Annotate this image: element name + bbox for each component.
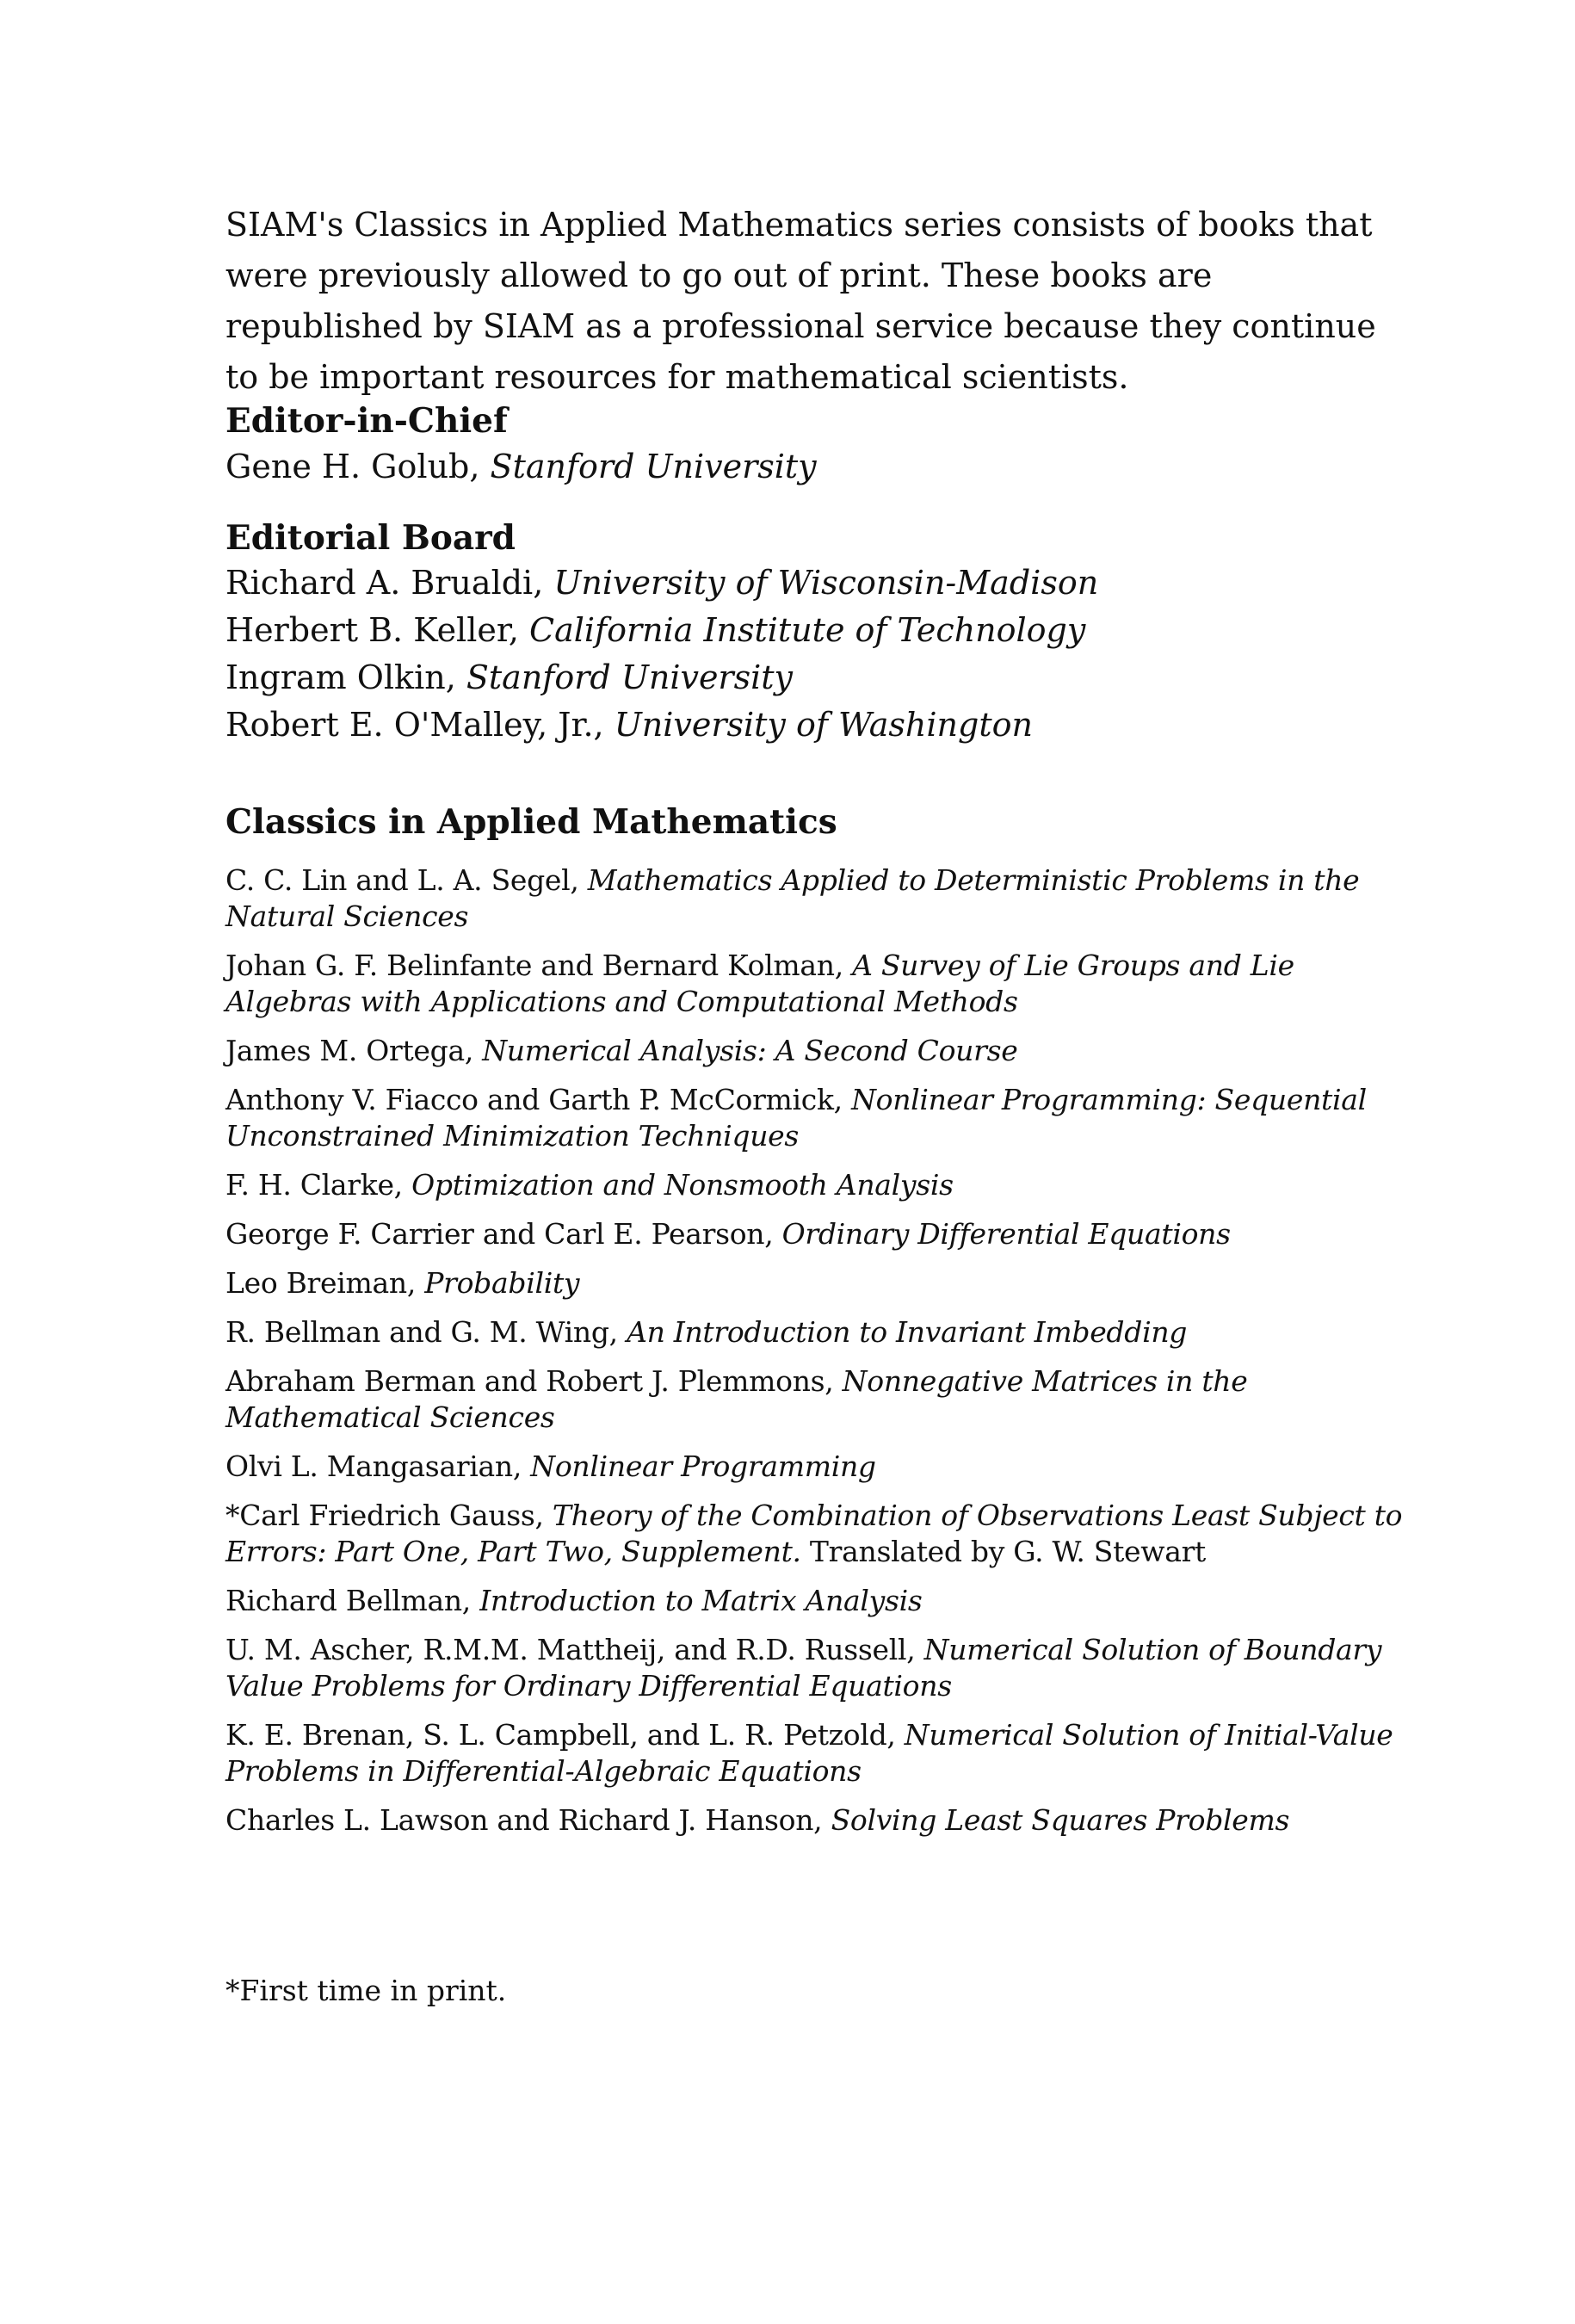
book-authors: James M. Ortega, [225, 1034, 483, 1067]
editor-in-chief-entry [225, 442, 1379, 491]
board-member [225, 702, 1379, 749]
book-title: Nonlinear Programming [530, 1449, 876, 1483]
book-authors: F. H. Clarke, [225, 1168, 412, 1202]
board-member-name: Herbert B. Keller, [225, 611, 530, 649]
book-title: Ordinary Differential Equations [781, 1217, 1231, 1251]
book-authors: U. M. Ascher, R.M.M. Mattheij, and R.D. Russell, [225, 1633, 924, 1666]
board-member-name: Robert E. O'Malley, Jr., [225, 706, 615, 744]
book-authors: Olvi L. Mangasarian, [225, 1449, 531, 1483]
book-title: Nonlinear Programming: Sequential Unconstrained Minimization Techniques [225, 1083, 1367, 1153]
book-entry [225, 1033, 1413, 1069]
book-entry [225, 1802, 1413, 1839]
board-member-name: Richard A. Brualdi, [225, 564, 554, 602]
book-authors: Johan G. F. Belinfante and Bernard Kolman, [225, 949, 853, 982]
book-authors: Leo Breiman, [225, 1266, 425, 1300]
book-entry [225, 862, 1413, 935]
book-authors: Charles L. Lawson and Richard J. Hanson, [225, 1803, 831, 1837]
editor-name: Gene H. Golub, [225, 448, 491, 485]
book-authors: C. C. Lin and L. A. Segel, [225, 863, 588, 897]
book-title: Probability [424, 1266, 580, 1300]
book-title: Optimization and Nonsmooth Analysis [411, 1168, 954, 1202]
editorial-board-heading: Editorial Board [225, 518, 516, 558]
book-authors: George F. Carrier and Carl E. Pearson, [225, 1217, 782, 1251]
book-entry [225, 1314, 1413, 1351]
book-entry [225, 948, 1413, 1020]
book-title: Numerical Solution of Initial-Value Problems in Differential-Algebraic Equations [225, 1718, 1393, 1788]
editorial-board-section [225, 516, 1379, 749]
book-authors: *Carl Friedrich Gauss, [225, 1499, 553, 1532]
book-title: An Introduction to Invariant Imbedding [627, 1315, 1188, 1349]
book-entry [225, 1632, 1413, 1704]
board-member-affiliation: University of Wisconsin-Madison [553, 564, 1099, 602]
board-member [225, 559, 1379, 607]
classics-section [225, 800, 1413, 1851]
board-member-affiliation: California Institute of Technology [529, 611, 1086, 649]
board-member-affiliation: Stanford University [466, 658, 793, 696]
board-member [225, 607, 1379, 654]
editor-in-chief-heading: Editor-in-Chief [225, 401, 508, 441]
book-authors: R. Bellman and G. M. Wing, [225, 1315, 627, 1349]
book-entry [225, 1449, 1413, 1485]
board-member [225, 654, 1379, 702]
book-authors: Anthony V. Fiacco and Garth P. McCormick, [225, 1083, 852, 1116]
book-title: A Survey of Lie Groups and Lie Algebras with Applications and Computational Methods [225, 949, 1294, 1018]
classics-heading: Classics in Applied Mathematics [225, 802, 837, 842]
book-authors: Richard Bellman, [225, 1584, 480, 1617]
editor-affiliation: Stanford University [490, 448, 817, 485]
book-entry [225, 1167, 1413, 1203]
editor-in-chief-section [225, 399, 1379, 491]
book-title: Nonnegative Matrices in the Mathematical Sciences [225, 1364, 1248, 1434]
book-entry [225, 1583, 1413, 1619]
book-title: Mathematics Applied to Deterministic Problems in the Natural Sciences [225, 863, 1360, 933]
book-entry [225, 1216, 1413, 1252]
book-list [225, 862, 1413, 1839]
book-entry [225, 1363, 1413, 1436]
book-entry [225, 1717, 1413, 1789]
book-title: Numerical Analysis: A Second Course [482, 1034, 1018, 1067]
book-title: Introduction to Matrix Analysis [479, 1584, 923, 1617]
book-authors: K. E. Brenan, S. L. Campbell, and L. R. Petzold, [225, 1718, 905, 1752]
book-entry [225, 1265, 1413, 1301]
book-entry [225, 1082, 1413, 1154]
book-note: Translated by G. W. Stewart [800, 1535, 1207, 1568]
book-title: Theory of the Combination of Observations Least Subject to Errors: Part One, Part Two, Supplement. [225, 1499, 1403, 1568]
book-entry [225, 1498, 1413, 1570]
board-member-affiliation: University of Washington [614, 706, 1033, 744]
series-description: SIAM's Classics in Applied Mathematics series consists of books that were previously allowed to go out of print. These books are republished by SIAM as a professional service because they continue to be important resources for mathematical scientists. [225, 206, 1376, 396]
footnote: *First time in print. [225, 1974, 507, 2007]
book-title: Numerical Solution of Boundary Value Problems for Ordinary Differential Equations [225, 1633, 1382, 1703]
book-title: Solving Least Squares Problems [831, 1803, 1290, 1837]
book-authors: Abraham Berman and Robert J. Plemmons, [225, 1364, 843, 1398]
board-member-name: Ingram Olkin, [225, 658, 466, 696]
